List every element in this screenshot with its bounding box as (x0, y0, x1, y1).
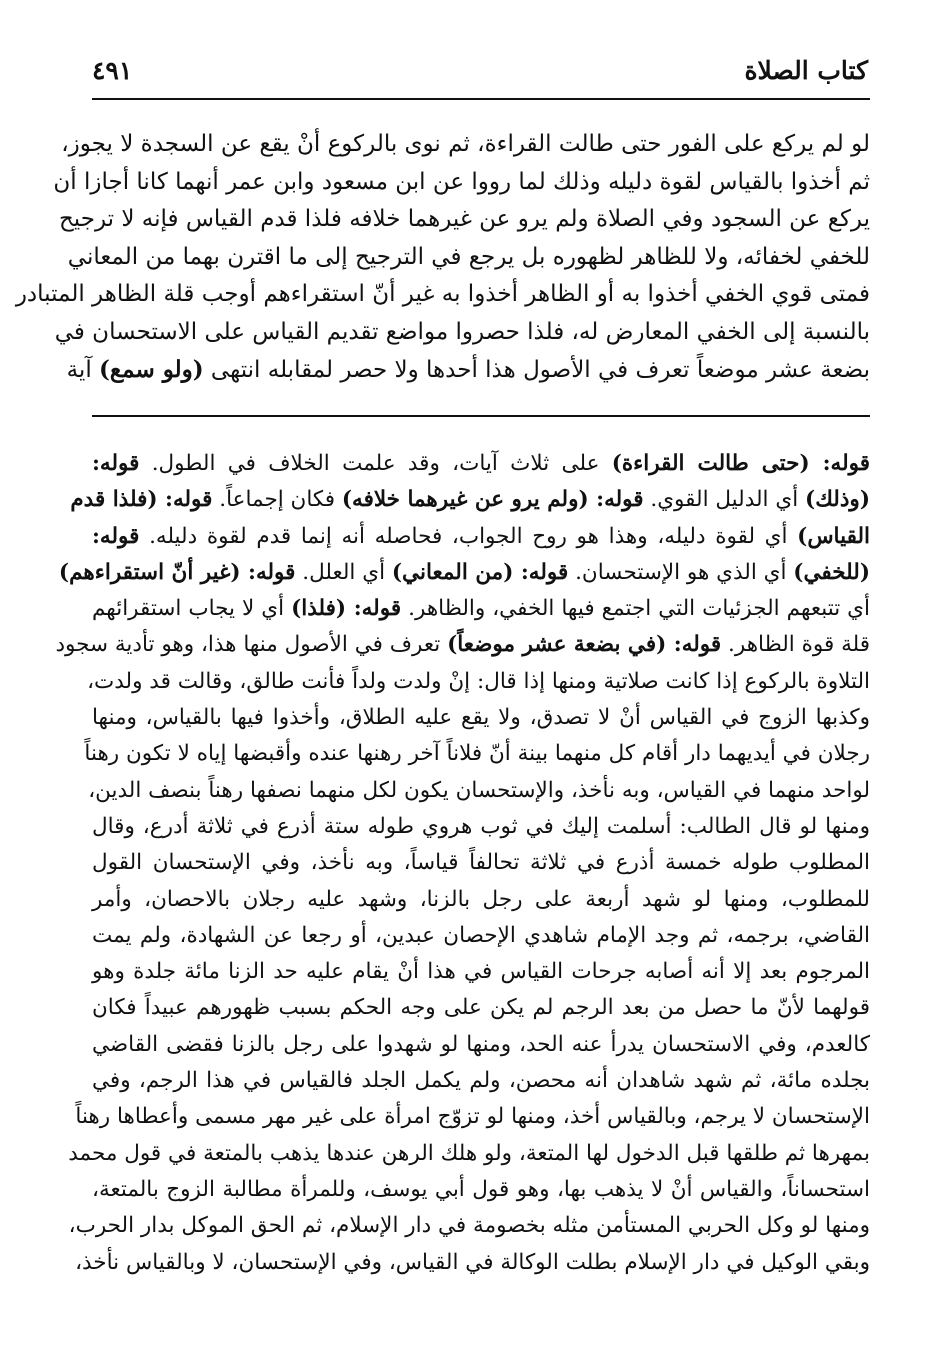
commentary-line (92, 845, 870, 881)
text-segment: لو لم يركع على الفور حتى طالت القراءة، ثم نوى بالركوع أنْ يقع عن السجدة لا يجوز، (61, 131, 870, 157)
commentary-line (92, 809, 870, 845)
bold-text-segment: (من المعاني) (391, 559, 514, 585)
main-text-line (53, 164, 870, 202)
text-segment: آية (66, 357, 100, 383)
commentary-line (75, 1245, 870, 1281)
bold-text-segment: قوله: (92, 451, 140, 476)
text-segment: بضعة عشر موضعاً تعرف في الأصول هذا أحدها ولا حصر لمقابله انتهى (203, 357, 870, 383)
main-text-line (66, 351, 870, 389)
bold-text-segment: قوله: (240, 559, 296, 585)
text-segment: تعرف في الأصول منها هذا، وهو تأدية سجود (55, 632, 448, 658)
main-text-line (58, 201, 870, 239)
commentary-line (92, 700, 870, 736)
text-segment: استحساناً، والقياس أنْ لا يذهب بها، وهو قول أبي يوسف، وللمرأة مطالبة الزوج بالمتعة، (92, 1176, 870, 1202)
text-segment: رجلان في أيديهما دار أقام كل منهما بينة أنّ فلاناً آخر رهنها عنده وأقبضها إياه لا تكون رهناً (84, 741, 870, 767)
text-segment: أي العلل. (295, 559, 392, 585)
text-segment: بالنسبة إلى الخفي المعارض له، فلذا حصروا مواضع تقديم القياس على الاستحسان في (54, 318, 870, 345)
commentary-line (92, 918, 870, 954)
commentary-line (55, 627, 870, 663)
bold-text-segment: قوله: (809, 451, 871, 476)
commentary-line (68, 1136, 870, 1172)
page-number: ٤٩١ (92, 56, 133, 85)
text-segment: للخفي لخفائه، ولا للظاهر لظهوره بل يرجع في الترجيح إلى ما اقترن بهما من المعاني (67, 243, 870, 270)
page-header (92, 50, 868, 94)
text-segment: الإستحسان لا يرجم، وبالقياس أخذ، ومنها لو تزوّج امرأة على غير مهر مسمى وأعطاها رهناً (75, 1104, 870, 1130)
commentary-line (84, 736, 870, 772)
bold-text-segment: (حتى طالت القراءة) (611, 451, 810, 476)
commentary-line (92, 446, 870, 482)
commentary-line (92, 882, 870, 918)
commentary-line (92, 1172, 870, 1208)
commentary-line (58, 555, 870, 591)
commentary-line (70, 482, 870, 518)
text-segment: المرجوم بعد إلا أنه أصابه جرحات القياس في هذا أنْ يقام عليه حد الزنا مائة جلدة وهو (92, 959, 870, 985)
text-segment: بمهرها ثم طلقها قبل الدخول لها المتعة، ولو هلك الرهن عندها يذهب بالمتعة في قول محمد (68, 1140, 870, 1166)
bold-text-segment: قوله: (157, 487, 213, 513)
text-segment: أي لا يجاب استقرائهم (92, 596, 292, 622)
text-segment: التلاوة بالركوع إذا كانت صلاتية ومنها إذا قال: إنْ ولدت ولداً فأنت طالق، وقالت قد ولدت، (87, 668, 870, 694)
commentary-line (92, 990, 870, 1026)
bold-text-segment: (للخفي) (793, 559, 870, 585)
running-title: كتاب الصلاة (744, 56, 868, 85)
commentary-line (92, 519, 870, 555)
bold-text-segment: قوله: (346, 596, 402, 622)
commentary-line (88, 773, 870, 809)
commentary-line (68, 1208, 870, 1244)
text-segment: فمتى قوي الخفي أخذوا به أو الظاهر أخذوا به غير أنّ استقراءهم أوجب قلة الظاهر المتبادر (15, 281, 870, 307)
text-segment: ومنها لو وكل الحربي المستأمن مثله بخصومة في دار الإسلام، ثم الحق الموكل بدار الحرب، (68, 1213, 870, 1239)
bold-text-segment: قوله: (666, 632, 722, 658)
text-segment: وبقي الوكيل في دار الإسلام بطلت الوكالة في القياس، وفي الإستحسان، لا وبالقياس نأخذ، (75, 1249, 870, 1275)
bold-text-segment: (ولم يرو عن غيرهما خلافه) (341, 487, 589, 513)
bold-text-segment: (فلذا) (291, 596, 347, 622)
footnote-separator-rule (92, 415, 870, 417)
main-text-line (15, 276, 870, 314)
bold-text-segment: قوله: (513, 559, 569, 585)
commentary-line (75, 1099, 870, 1135)
main-text-block (15, 126, 870, 389)
text-segment: أي الدليل القوي. (643, 487, 806, 513)
text-segment: أي لقوة دليله، وهذا هو روح الجواب، فحاصله أنه إنما قدم لقوة دليله. (139, 523, 798, 549)
text-segment: قولهما لأنّ ما حصل من بعد الرجم لم يكن على وجه الحكم بسبب ظهورهم عبيداً فكان (92, 995, 870, 1021)
text-segment: ومنها لو قال الطالب: أسلمت إليك في ثوب هروي طوله ستة أذرع في ثلاثة أدرع، وقال (92, 813, 870, 839)
bold-text-segment: (في بضعة عشر موضعاً) (447, 632, 667, 658)
commentary-block (55, 446, 871, 1281)
main-text-line (67, 239, 870, 277)
main-text-line (61, 126, 870, 164)
commentary-line (92, 1027, 870, 1063)
main-text-line (54, 314, 870, 352)
text-segment: المطلوب طوله خمسة أذرع في ثلاثة تحالفاً قياساً، وبه نأخذ، وفي الإستحسان القول (92, 850, 870, 876)
header-rule (92, 98, 870, 100)
bold-text-segment: (ولو سمع) (99, 356, 204, 383)
bold-text-segment: قوله: (92, 523, 140, 549)
text-segment: للمطلوب، ومنها لو شهد أربعة على رجل بالزنا، وشهد عليه رجلان بالاحصان، وأمر (92, 886, 870, 912)
text-segment: أي تتبعهم الجزئيات التي اجتمع فيها الخفي، والظاهر. (401, 596, 870, 622)
bold-text-segment: (وذلك) (805, 487, 870, 513)
text-segment: بجلده مائة، ثم شهد شاهدان أنه محصن، ولم يكمل الجلد فالقياس في هذا الرجم، وفي (92, 1068, 870, 1094)
text-segment: يركع عن السجود وفي الصلاة ولم يرو عن غيرهما خلافه فلذا قدم القياس فإنه لا ترجيح (58, 206, 870, 232)
text-segment: وكذبها الزوج في القياس أنْ لا تصدق، ولا يقع عليه الطلاق، وأخذوا فيها بالقياس، ومنها (92, 705, 870, 731)
text-segment: فكان إجماعاً. (212, 487, 342, 513)
bold-text-segment: (غير أنّ استقراءهم) (58, 559, 241, 585)
text-segment: ثم أخذوا بالقياس لقوة دليله وذلك لما رووا عن ابن مسعود وابن عمر أنهما كانا أجازا أن (53, 168, 870, 195)
commentary-line (92, 954, 870, 990)
text-segment: على ثلاث آيات، وقد علمت الخلاف في الطول. (139, 451, 612, 476)
text-segment: كالعدم، وفي الاستحسان يدرأ عنه الحد، ومنها لو شهدوا على رجل بالزنا فقضى القاضي (92, 1031, 870, 1057)
text-segment: القاضي، برجمه، ثم وجد الإمام شاهدي الإحصان عبدين، أو رجعا عن الشهادة، ولم يمت (92, 922, 870, 948)
commentary-line (87, 664, 870, 700)
text-segment: قلة قوة الظاهر. (721, 632, 870, 658)
text-segment: لواحد منهما في القياس، وبه نأخذ، والإستحسان يكون لكل منهما نصفها رهناً بنصف الدين، (88, 777, 870, 803)
bold-text-segment: (فلذا قدم (70, 487, 158, 513)
bold-text-segment: القياس) (797, 523, 870, 549)
bold-text-segment: قوله: (588, 487, 644, 513)
text-segment: أي الذي هو الإستحسان. (568, 559, 794, 585)
commentary-line (92, 591, 870, 627)
commentary-line (92, 1063, 870, 1099)
